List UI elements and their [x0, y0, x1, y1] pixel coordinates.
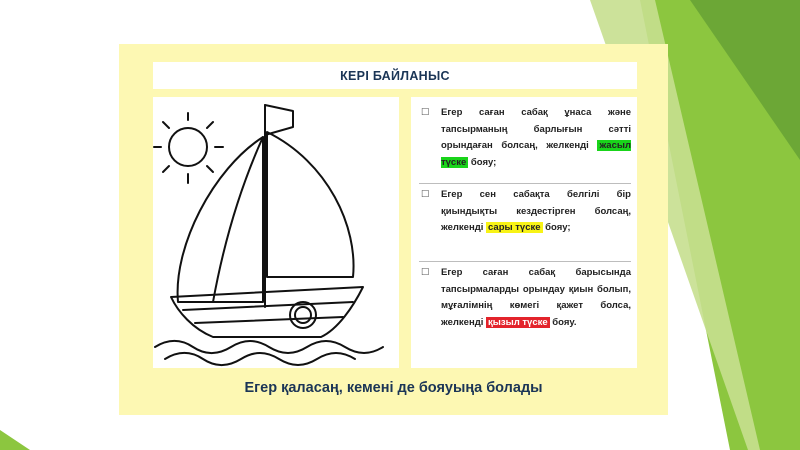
- item-text: Егер саған сабақ ұнаса және тапсырманың барлығын сәтті орындаған болсаң, желкенді: [441, 107, 631, 151]
- sailboat-drawing: [153, 97, 399, 368]
- item-after: бояу.: [549, 316, 577, 328]
- hull: [171, 287, 363, 337]
- flag-shape: [265, 105, 293, 135]
- divider: [419, 261, 631, 262]
- feedback-card: [119, 44, 668, 415]
- yellow-highlight: сары түске: [488, 222, 541, 233]
- card-title: КЕРІ БАЙЛАНЫС: [340, 68, 450, 83]
- wave-2: [165, 353, 355, 365]
- lifebuoy-icon: [290, 302, 316, 328]
- red-highlight: қызыл түске: [488, 316, 548, 328]
- checkbox-icon: ☐: [421, 267, 430, 278]
- item-text: Егер саған сабақ барысында тапсырмаларды орындау қиын болып, мұғалімнің көмегі қажет болса, желкенді: [441, 267, 631, 328]
- list-item: [421, 187, 631, 237]
- item-text: Егер сен сабақта белгілі бір қиындықты кездестірген болсаң, желкенді: [441, 189, 631, 233]
- bottom-left-accent: [0, 430, 30, 450]
- main-sail: [178, 137, 263, 302]
- front-sail: [267, 132, 354, 277]
- divider: [419, 183, 631, 184]
- title-bar: [153, 62, 637, 89]
- item-after: бояу;: [542, 222, 571, 233]
- sun-icon: [169, 128, 207, 166]
- checkbox-icon: ☐: [421, 189, 430, 200]
- item-after: бояу;: [468, 156, 497, 168]
- green-highlight: жасыл түске: [441, 140, 632, 168]
- instructions-panel: [411, 97, 637, 368]
- footer-caption: Егер қаласаң, кемені де бояуыңа болады: [244, 380, 543, 396]
- wave-1: [155, 341, 383, 353]
- boat-picture: [153, 97, 399, 368]
- list-item: [421, 265, 631, 331]
- list-item: [421, 105, 631, 171]
- checkbox-icon: ☐: [421, 107, 430, 118]
